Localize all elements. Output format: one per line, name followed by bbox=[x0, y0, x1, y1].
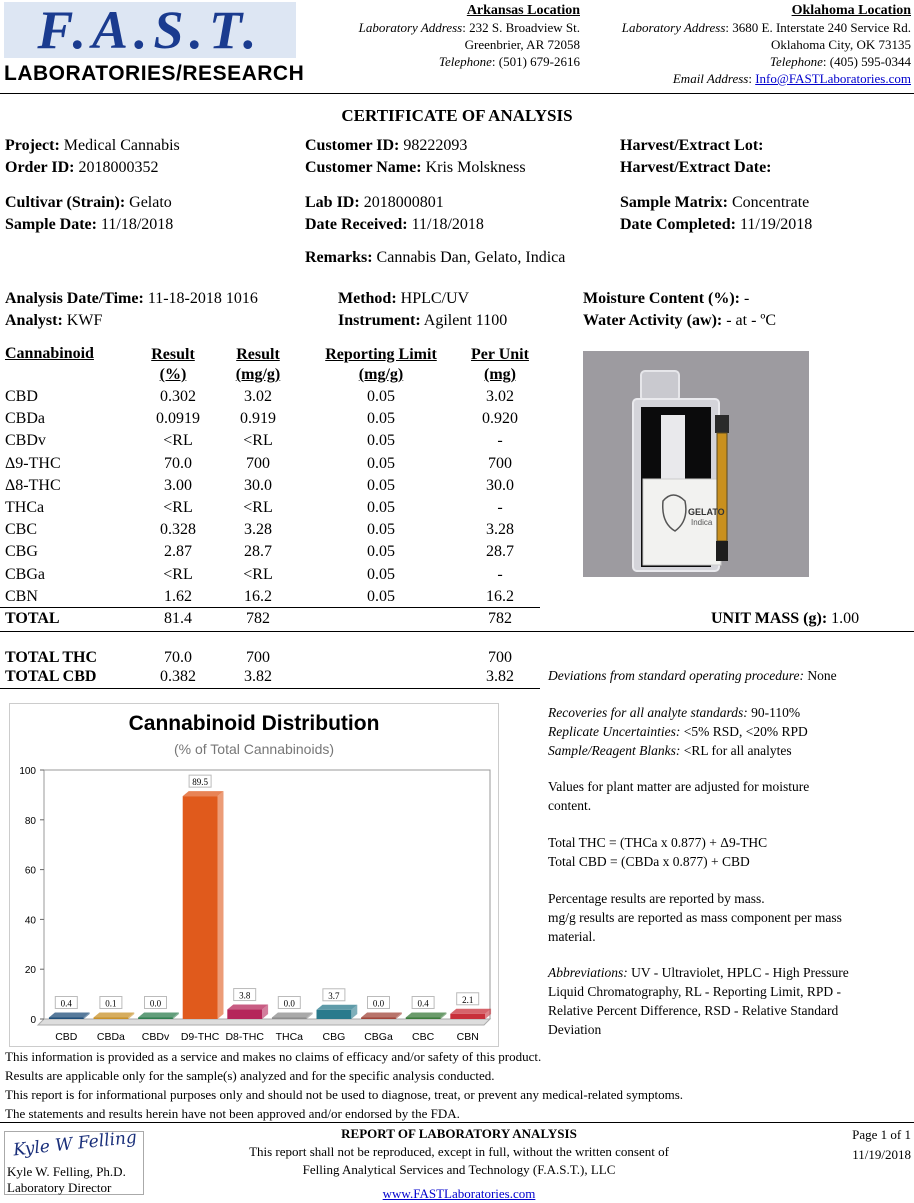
totals-bottom-divider bbox=[0, 688, 540, 689]
col-header-unit-1: Per Unit bbox=[471, 346, 529, 363]
analyst-value: KWF bbox=[66, 312, 103, 329]
y-tick-label: 100 bbox=[19, 766, 36, 777]
info-remarks bbox=[305, 249, 565, 267]
y-tick-label: 0 bbox=[30, 1015, 36, 1026]
oklahoma-location: Oklahoma Location Laboratory Address: 3680 E. Interstate 240 Service Rd. Oklahoma City, OK 73135 Telephone: (405) 595-0344 Email Address: Info@FASTLaboratories.com bbox=[581, 2, 911, 87]
harvest-date-label: Harvest/Extract Date: bbox=[620, 159, 772, 176]
pct-mass: Percentage results are reported by mass. bbox=[548, 891, 765, 906]
table-cell-mg: 700 bbox=[246, 454, 270, 472]
bar bbox=[317, 1010, 352, 1019]
bar bbox=[138, 1018, 173, 1020]
note-abbreviations bbox=[548, 963, 878, 1039]
x-tick-label: THCa bbox=[275, 1031, 304, 1043]
table-cell-unit: 3.28 bbox=[486, 521, 514, 539]
total-thc-unit: 700 bbox=[488, 649, 512, 666]
table-cell-rl: 0.05 bbox=[367, 565, 395, 583]
table-cell-name: Δ8-THC bbox=[5, 476, 61, 494]
bar-top bbox=[49, 1013, 90, 1018]
analysis-dt-label: Analysis Date/Time: bbox=[5, 290, 144, 307]
table-cell-mg: <RL bbox=[243, 499, 273, 516]
oklahoma-phone-label: Telephone bbox=[769, 54, 823, 69]
info-moisture bbox=[583, 288, 776, 332]
bar-value-label: 2.1 bbox=[462, 994, 474, 1005]
total-divider-bottom bbox=[0, 631, 914, 632]
table-cell-rl: 0.05 bbox=[367, 388, 395, 405]
logo-sub: LABORATORIES/RESEARCH bbox=[4, 62, 305, 85]
bar-top bbox=[272, 1013, 313, 1018]
info-customer bbox=[305, 135, 526, 179]
website-link[interactable]: www.FASTLaboratories.com bbox=[382, 1186, 536, 1201]
lab-id-value: 2018000801 bbox=[363, 194, 444, 211]
total-pct: 81.4 bbox=[164, 610, 192, 627]
recoveries-label: Recoveries for all analyte standards: bbox=[548, 705, 748, 720]
col-header-unit-2: (mg) bbox=[484, 366, 516, 383]
analysis-dt-value: 11-18-2018 1016 bbox=[147, 290, 258, 307]
table-cell-unit: - bbox=[497, 565, 503, 583]
arkansas-location: Arkansas Location Laboratory Address: 232 S. Broadview St. Greenbrier, AR 72058 Telephone: (501) 679-2616 bbox=[300, 2, 580, 70]
x-tick-label: CBG bbox=[322, 1031, 346, 1043]
total-label: TOTAL bbox=[5, 610, 60, 627]
report-line1: This report shall not be reproduced, except in full, without the written consent of bbox=[249, 1144, 669, 1159]
oklahoma-email-label: Email Address bbox=[672, 71, 749, 86]
col-header-rl-1: Reporting Limit bbox=[325, 346, 437, 363]
table-cell-mg: 16.2 bbox=[244, 587, 272, 605]
customer-name-label: Customer Name: bbox=[305, 159, 422, 176]
info-cultivar bbox=[5, 192, 173, 236]
arkansas-address2: Greenbrier, AR 72058 bbox=[464, 37, 580, 52]
footer-date: 11/19/2018 bbox=[852, 1147, 911, 1162]
mg-mass: mg/g results are reported as mass component per mass material. bbox=[548, 910, 842, 944]
arkansas-address1: 232 S. Broadview St. bbox=[469, 20, 580, 35]
total-thc-pct: 70.0 bbox=[164, 649, 192, 666]
col-header-rl bbox=[316, 345, 446, 385]
bar-value-label: 89.5 bbox=[192, 777, 208, 788]
bar-value-label: 3.8 bbox=[239, 990, 251, 1001]
col-header-result-mg bbox=[226, 345, 290, 385]
table-cell-pct: 3.00 bbox=[164, 476, 192, 494]
table-cell-unit: 28.7 bbox=[486, 543, 514, 561]
table-cell-unit: - bbox=[497, 432, 503, 450]
bar-top bbox=[183, 791, 224, 796]
bar-side bbox=[217, 791, 223, 1019]
oklahoma-address1: 3680 E. Interstate 240 Service Rd. bbox=[732, 20, 911, 35]
instrument-value: Agilent 1100 bbox=[423, 312, 508, 329]
bar bbox=[450, 1014, 485, 1019]
date-received-value: 11/18/2018 bbox=[411, 216, 484, 233]
oklahoma-address2: Oklahoma City, OK 73135 bbox=[771, 37, 911, 52]
disclaimer-3: This report is for informational purposes only and should not be used to diagnose, treat, or prevent any medical-related symptoms. bbox=[5, 1087, 684, 1102]
signer-title: Laboratory Director bbox=[7, 1180, 112, 1195]
footer-divider bbox=[0, 1122, 914, 1123]
table-cell-pct: 1.62 bbox=[164, 587, 192, 605]
arkansas-address-label: Laboratory Address bbox=[358, 20, 463, 35]
page-number: Page 1 of 1 bbox=[852, 1127, 911, 1142]
sample-date-value: 11/18/2018 bbox=[100, 216, 174, 233]
table-cell-mg: 3.28 bbox=[244, 521, 272, 539]
date-completed-value: 11/19/2018 bbox=[739, 216, 813, 233]
unit-mass bbox=[711, 610, 859, 628]
disclaimer-4: The statements and results herein have not been approved and/or endorsed by the FDA. bbox=[5, 1106, 460, 1121]
col-header-result-pct-1: Result bbox=[151, 346, 195, 363]
table-cell-pct: 70.0 bbox=[164, 454, 192, 472]
bar bbox=[361, 1018, 396, 1020]
unit-mass-label: UNIT MASS (g): bbox=[711, 610, 828, 627]
lab-id-label: Lab ID: bbox=[305, 194, 360, 211]
table-cell-name: THCa bbox=[5, 499, 45, 516]
total-cbd-label: TOTAL CBD bbox=[5, 668, 97, 685]
note-mass bbox=[548, 889, 868, 946]
bar-value-label: 3.7 bbox=[328, 990, 340, 1001]
table-cell-unit: 700 bbox=[488, 454, 512, 472]
col-header-cannabinoid: Cannabinoid bbox=[5, 345, 94, 362]
table-cell-mg: 0.919 bbox=[240, 410, 276, 428]
table-cell-rl: 0.05 bbox=[367, 454, 395, 472]
table-cell-rl: 0.05 bbox=[367, 499, 395, 516]
info-matrix bbox=[620, 192, 812, 236]
disclaimers bbox=[5, 1047, 683, 1123]
customer-id-label: Customer ID: bbox=[305, 137, 400, 154]
table-cell-rl: 0.05 bbox=[367, 587, 395, 605]
replicate-label: Replicate Uncertainties: bbox=[548, 724, 681, 739]
table-cell-rl: 0.05 bbox=[367, 543, 395, 561]
table-cell-name: CBN bbox=[5, 587, 38, 605]
oklahoma-address-label: Laboratory Address bbox=[621, 20, 726, 35]
bar-value-label: 0.4 bbox=[60, 998, 72, 1009]
info-method bbox=[338, 288, 507, 332]
disclaimer-2: Results are applicable only for the sample(s) analyzed and for the specific analysis conducted. bbox=[5, 1068, 495, 1083]
oklahoma-title: Oklahoma Location bbox=[791, 3, 911, 18]
info-project bbox=[5, 135, 180, 179]
col-header-result-mg-1: Result bbox=[236, 346, 280, 363]
x-tick-label: CBDv bbox=[141, 1031, 170, 1043]
table-cell-name: CBG bbox=[5, 543, 38, 561]
bar-top bbox=[317, 1005, 358, 1010]
chart-frame bbox=[9, 703, 499, 1047]
table-cell-mg: 28.7 bbox=[244, 543, 272, 561]
arkansas-title: Arkansas Location bbox=[466, 3, 580, 18]
info-harvest bbox=[620, 135, 772, 179]
x-tick-label: CBD bbox=[55, 1031, 78, 1043]
page-info bbox=[852, 1125, 911, 1165]
oklahoma-phone: (405) 595-0344 bbox=[829, 54, 911, 69]
order-label: Order ID: bbox=[5, 159, 75, 176]
bar-value-label: 0.0 bbox=[372, 998, 385, 1009]
note-formulas bbox=[548, 833, 868, 871]
deviations-label: Deviations from standard operating procedure: bbox=[548, 668, 804, 683]
cultivar-label: Cultivar (Strain): bbox=[5, 194, 126, 211]
table-cell-name: CBGa bbox=[5, 565, 45, 583]
table-cell-unit: 16.2 bbox=[486, 587, 514, 605]
bar-value-label: 0.4 bbox=[417, 998, 429, 1009]
plot-area bbox=[44, 770, 490, 1019]
table-cell-unit: - bbox=[497, 499, 503, 516]
col-header-result-pct-2: (%) bbox=[159, 366, 187, 383]
arkansas-phone: (501) 679-2616 bbox=[498, 54, 580, 69]
blanks-label: Sample/Reagent Blanks: bbox=[548, 743, 681, 758]
info-lab bbox=[305, 192, 484, 236]
table-cell-mg: <RL bbox=[243, 432, 273, 450]
header-divider bbox=[0, 93, 914, 94]
x-tick-label: D9-THC bbox=[180, 1031, 220, 1043]
product-illustration bbox=[583, 351, 809, 577]
disclaimer-1: This information is provided as a service and makes no claims of efficacy and/or safety of this product. bbox=[5, 1049, 542, 1064]
table-cell-mg: 3.02 bbox=[244, 388, 272, 405]
x-tick-label: D8-THC bbox=[225, 1031, 264, 1043]
y-tick-label: 80 bbox=[24, 815, 36, 827]
customer-name-value: Kris Molskness bbox=[425, 159, 526, 176]
analyst-label: Analyst: bbox=[5, 312, 63, 329]
page-title: CERTIFICATE OF ANALYSIS bbox=[341, 106, 573, 125]
date-received-label: Date Received: bbox=[305, 216, 408, 233]
table-cell-pct: 2.87 bbox=[164, 543, 192, 561]
table-cell-rl: 0.05 bbox=[367, 410, 395, 428]
table-cell-pct: <RL bbox=[163, 432, 193, 450]
chart-subtitle: (% of Total Cannabinoids) bbox=[173, 741, 335, 757]
bar-value-label: 0.0 bbox=[283, 998, 295, 1009]
col-header-result-pct bbox=[143, 345, 203, 385]
table-cell-name: Δ9-THC bbox=[5, 454, 61, 472]
table-cell-name: CBD bbox=[5, 388, 38, 405]
water-label: Water Activity (aw): bbox=[583, 312, 723, 329]
total-cbd-pct: 0.382 bbox=[160, 668, 196, 685]
table-cell-pct: <RL bbox=[163, 499, 193, 516]
total-mg: 782 bbox=[246, 610, 270, 627]
total-cbd-unit: 3.82 bbox=[486, 668, 514, 685]
table-cell-rl: 0.05 bbox=[367, 432, 395, 450]
water-value: - bbox=[726, 312, 732, 329]
bar-top bbox=[361, 1013, 402, 1018]
method-value: HPLC/UV bbox=[400, 290, 470, 307]
remarks-value: Cannabis Dan, Gelato, Indica bbox=[376, 249, 566, 266]
blanks-value: <RL for all analytes bbox=[683, 743, 792, 758]
info-analysis bbox=[5, 288, 258, 332]
harvest-lot-label: Harvest/Extract Lot: bbox=[620, 137, 764, 154]
x-tick-label: CBC bbox=[412, 1031, 435, 1043]
product-label: GELATO bbox=[688, 507, 725, 517]
method-label: Method: bbox=[338, 290, 397, 307]
abbrev-value: UV - Ultraviolet, HPLC - High Pressure Liquid Chromatography, RL - Reporting Limit, RPD - Relative Percent Difference, RSD - Relative Standard Deviation bbox=[548, 965, 849, 1037]
deviations-value: None bbox=[807, 668, 837, 683]
bar bbox=[183, 796, 218, 1019]
logo bbox=[4, 0, 305, 86]
remarks-label: Remarks: bbox=[305, 249, 373, 266]
water-at-value: at - ºC bbox=[735, 312, 777, 329]
signer-name: Kyle W. Felling, Ph.D. bbox=[7, 1164, 126, 1179]
instrument-label: Instrument: bbox=[338, 312, 421, 329]
bar-value-label: 0.1 bbox=[105, 998, 117, 1009]
bar bbox=[94, 1018, 129, 1020]
table-cell-mg: 30.0 bbox=[244, 476, 272, 494]
project-label: Project: bbox=[5, 137, 60, 154]
report-notice bbox=[200, 1125, 718, 1203]
bar-top bbox=[138, 1013, 179, 1018]
replicate-value: <5% RSD, <20% RPD bbox=[683, 724, 808, 739]
col-header-unit bbox=[463, 345, 537, 385]
table-cell-mg: <RL bbox=[243, 565, 273, 583]
signature: Kyle W Felling bbox=[12, 1127, 138, 1161]
table-cell-pct: 0.302 bbox=[160, 388, 196, 405]
bar bbox=[227, 1010, 262, 1019]
total-unit: 782 bbox=[488, 610, 512, 627]
y-tick-label: 20 bbox=[24, 965, 36, 977]
y-tick-label: 40 bbox=[24, 915, 36, 927]
report-line2: Felling Analytical Services and Technology (F.A.S.T.), LLC bbox=[302, 1162, 616, 1177]
recoveries-value: 90-110% bbox=[751, 705, 801, 720]
product-sub: Indica bbox=[691, 518, 713, 527]
bar bbox=[272, 1018, 307, 1020]
order-value: 2018000352 bbox=[78, 159, 159, 176]
table-cell-rl: 0.05 bbox=[367, 476, 395, 494]
chart-plot bbox=[10, 704, 498, 1046]
chart-title: Cannabinoid Distribution bbox=[128, 712, 380, 735]
arkansas-phone-label: Telephone bbox=[438, 54, 492, 69]
project-value: Medical Cannabis bbox=[63, 137, 180, 154]
product-photo bbox=[583, 351, 809, 577]
table-cell-unit: 0.920 bbox=[482, 410, 518, 428]
note-plant-matter: Values for plant matter are adjusted for moisture content. bbox=[548, 779, 810, 813]
bar-top bbox=[94, 1013, 135, 1018]
col-header-result-mg-2: (mg/g) bbox=[235, 366, 281, 383]
unit-mass-value: 1.00 bbox=[831, 610, 860, 627]
matrix-value: Concentrate bbox=[731, 194, 810, 211]
chart-floor bbox=[38, 1019, 490, 1025]
y-tick-label: 60 bbox=[24, 865, 36, 877]
x-tick-label: CBGa bbox=[364, 1031, 393, 1043]
bar-top bbox=[227, 1005, 268, 1010]
table-cell-name: CBDa bbox=[5, 410, 45, 428]
note-deviations bbox=[548, 666, 868, 685]
note-quality bbox=[548, 703, 868, 760]
date-completed-label: Date Completed: bbox=[620, 216, 736, 233]
total-divider bbox=[0, 607, 540, 608]
email-link[interactable]: Info@FASTLaboratories.com bbox=[755, 71, 911, 86]
bar bbox=[406, 1018, 441, 1020]
total-thc-formula: Total THC = (THCa x 0.877) + Δ9-THC bbox=[548, 835, 768, 850]
moisture-value: - bbox=[744, 290, 750, 307]
total-cbd-mg: 3.82 bbox=[244, 668, 272, 685]
table-cell-pct: 0.328 bbox=[160, 521, 196, 539]
total-thc-label: TOTAL THC bbox=[5, 649, 98, 666]
bar bbox=[49, 1018, 84, 1020]
x-tick-label: CBN bbox=[456, 1031, 479, 1043]
total-thc-mg: 700 bbox=[246, 649, 270, 666]
table-cell-pct: 0.0919 bbox=[156, 410, 200, 428]
table-cell-name: CBC bbox=[5, 521, 38, 539]
table-cell-unit: 3.02 bbox=[486, 388, 514, 405]
customer-id-value: 98222093 bbox=[403, 137, 468, 154]
moisture-label: Moisture Content (%): bbox=[583, 290, 741, 307]
table-cell-unit: 30.0 bbox=[486, 476, 514, 494]
x-tick-label: CBDa bbox=[96, 1031, 125, 1043]
bar-value-label: 0.0 bbox=[149, 998, 162, 1009]
report-title: REPORT OF LABORATORY ANALYSIS bbox=[341, 1126, 577, 1141]
table-cell-pct: <RL bbox=[163, 565, 193, 583]
logo-main: F.A.S.T. bbox=[4, 2, 296, 58]
matrix-label: Sample Matrix: bbox=[620, 194, 728, 211]
table-cell-name: CBDv bbox=[5, 432, 46, 450]
bar-top bbox=[406, 1013, 447, 1018]
table-cell-rl: 0.05 bbox=[367, 521, 395, 539]
abbrev-label: Abbreviations: bbox=[548, 965, 628, 980]
bar-top bbox=[450, 1009, 491, 1014]
cultivar-value: Gelato bbox=[129, 194, 172, 211]
signature-box bbox=[4, 1127, 144, 1195]
total-cbd-formula: Total CBD = (CBDa x 0.877) + CBD bbox=[548, 854, 750, 869]
col-header-rl-2: (mg/g) bbox=[358, 366, 404, 383]
sample-date-label: Sample Date: bbox=[5, 216, 97, 233]
